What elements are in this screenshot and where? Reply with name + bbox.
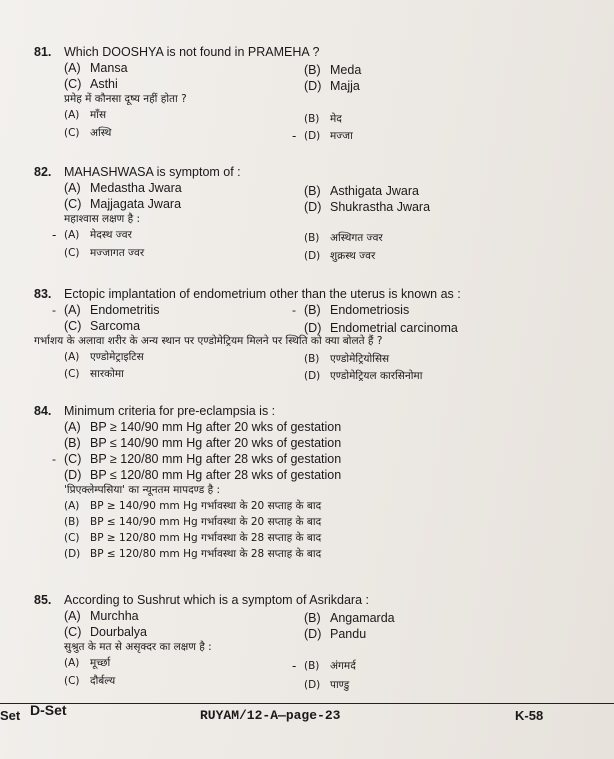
option-a[interactable]: (A) Medastha Jwara (64, 181, 182, 195)
options-hindi (34, 349, 594, 383)
question-text-hindi: गर्भाशय के अलावा शरीर के अन्य स्थान पर एण्डोमेट्रियम मिलने पर स्थिति को क्या बोलते हैं ? (34, 335, 383, 347)
option-b-hindi[interactable]: (B) BP ≤ 140/90 mm Hg गर्भावस्था के 20 सप्ताह के बाद (64, 516, 322, 528)
question-text: Minimum criteria for pre-eclampsia is : (64, 404, 276, 418)
question-number: 84. (34, 404, 52, 418)
option-b-hindi[interactable]: (B) मेद (304, 113, 342, 125)
option-d[interactable]: (D) Pandu (304, 627, 367, 641)
option-b-hindi[interactable]: (B) एण्डोमेट्रियोसिस (304, 353, 390, 365)
option-d-hindi[interactable]: - (D) मज्जा (292, 129, 353, 143)
option-a-hindi[interactable]: - (A) मेदस्थ ज्वर (64, 227, 304, 245)
options-hindi (34, 655, 594, 691)
options (34, 302, 594, 334)
question-text: MAHASHWASA is symptom of : (64, 165, 241, 179)
pencil-tick-mark: - (292, 303, 296, 317)
option-d-hindi[interactable]: (D) पाण्डु (304, 679, 350, 691)
option-b-hindi[interactable]: (B) अस्थिगत ज्वर (304, 232, 383, 244)
footer-code: K-58 (515, 708, 544, 723)
option-b[interactable]: - (B) Endometriosis (292, 303, 410, 317)
pencil-tick-mark: - (52, 228, 57, 242)
option-a-hindi[interactable]: (A) माँस (64, 109, 107, 121)
option-c[interactable]: (C) Majjagata Jwara (64, 197, 182, 211)
question-number: 83. (34, 287, 52, 301)
question-81 (34, 44, 594, 143)
option-b[interactable]: (B) BP ≤ 140/90 mm Hg after 20 wks of gestation (64, 436, 342, 450)
option-c-hindi[interactable]: (C) सारकोमा (64, 368, 124, 380)
option-c-hindi[interactable]: (C) अस्थि (64, 127, 112, 139)
option-a[interactable]: (A) Mansa (64, 61, 128, 75)
option-b[interactable]: (B) Angamarda (304, 611, 395, 625)
option-a[interactable]: - (A) Endometritis (52, 303, 160, 317)
option-a[interactable]: (A) BP ≥ 140/90 mm Hg after 20 wks of gestation (64, 420, 342, 434)
page-footer (0, 703, 614, 734)
options (34, 180, 594, 212)
question-text: Ectopic implantation of endometrium other than the uterus is known as : (64, 287, 461, 301)
pencil-tick-mark: - (292, 129, 297, 143)
options (34, 60, 594, 92)
option-b[interactable]: (B) Meda (304, 63, 362, 77)
question-85 (34, 592, 594, 691)
option-d[interactable]: (D) Shukrastha Jwara (304, 200, 431, 214)
options-hindi (34, 107, 594, 143)
options (34, 419, 594, 483)
option-b[interactable]: (B) Asthigata Jwara (304, 184, 419, 198)
option-c-hindi[interactable]: (C) मज्जागत ज्वर (64, 247, 145, 259)
options-hindi (34, 227, 594, 263)
options (34, 608, 594, 640)
option-c[interactable]: (C) Asthi (64, 77, 118, 91)
option-d[interactable]: (D) Endometrial carcinoma (304, 321, 458, 335)
option-c-hindi[interactable]: (C) BP ≥ 120/80 mm Hg गर्भावस्था के 28 सप्ताह के बाद (64, 532, 322, 544)
pencil-tick-mark: - (292, 659, 297, 673)
option-a-hindi[interactable]: (A) एण्डोमेट्राइटिस (64, 351, 144, 363)
question-text-hindi: प्रमेह में कौनसा दूष्य नहीं होता ? (64, 93, 187, 105)
options-hindi (34, 498, 594, 562)
option-d-hindi[interactable]: (D) BP ≤ 120/80 mm Hg गर्भावस्था के 28 सप्ताह के बाद (64, 548, 322, 560)
question-84 (34, 403, 594, 562)
pencil-tick-mark: - (52, 452, 56, 466)
question-number: 82. (34, 165, 52, 179)
option-d-hindi[interactable]: (D) शुक्रस्थ ज्वर (304, 250, 376, 262)
question-text-hindi: महाश्वास लक्षण है : (64, 213, 141, 225)
question-number: 85. (34, 593, 52, 607)
option-c[interactable]: - (C) BP ≥ 120/80 mm Hg after 28 wks of gestation (52, 452, 342, 466)
footer-page-code: RUYAM/12-A—page-23 (200, 708, 341, 723)
option-b-hindi[interactable]: - (B) अंगमर्द (292, 659, 356, 673)
question-text: According to Sushrut which is a symptom of Asrikdara : (64, 593, 369, 607)
question-82 (34, 164, 594, 263)
question-text-hindi: 'प्रिएक्लेम्पसिया' का न्यूनतम मापदण्ड है : (64, 484, 221, 496)
option-d[interactable]: (D) Majja (304, 79, 360, 93)
option-c[interactable]: (C) Dourbalya (64, 625, 147, 639)
option-a-hindi[interactable]: (A) BP ≥ 140/90 mm Hg गर्भावस्था के 20 सप्ताह के बाद (64, 500, 322, 512)
option-d[interactable]: (D) BP ≤ 120/80 mm Hg after 28 wks of gestation (64, 468, 342, 482)
question-text: Which DOOSHYA is not found in PRAMEHA ? (64, 45, 320, 59)
footer-set-cut: Set (0, 708, 21, 723)
question-number: 81. (34, 45, 52, 59)
pencil-tick-mark: - (52, 303, 56, 317)
question-text-hindi: सुश्रुत के मत से असृक्दर का लक्षण है : (64, 641, 212, 653)
option-a[interactable]: (A) Murchha (64, 609, 139, 623)
option-a-hindi[interactable]: (A) मूर्च्छा (64, 657, 111, 669)
option-c-hindi[interactable]: (C) दौर्बल्य (64, 675, 116, 687)
option-d-hindi[interactable]: (D) एण्डोमेट्रियल कारसिनोमा (304, 370, 423, 382)
question-83 (34, 286, 594, 383)
option-c[interactable]: (C) Sarcoma (64, 319, 141, 333)
footer-set-label: D-Set (30, 702, 67, 718)
